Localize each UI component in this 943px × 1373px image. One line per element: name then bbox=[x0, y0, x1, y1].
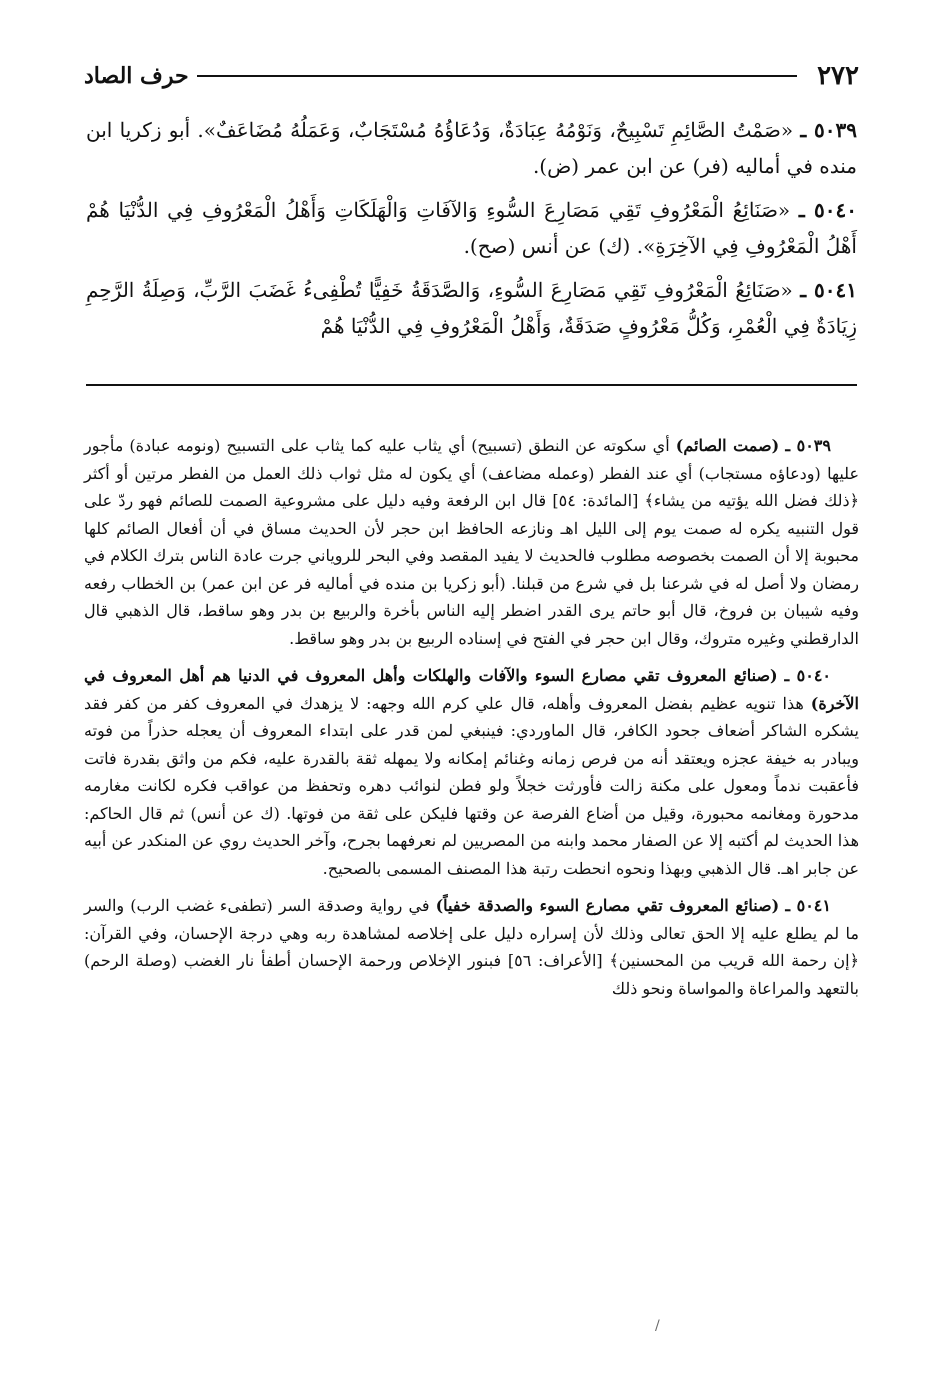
hadith-text: «صَمْتُ الصَّائِمِ تَسْبِيحٌ، وَنَوْمُهُ عِبَادَةٌ، وَدُعَاؤُهُ مُسْتَجَابٌ، وَعَمَلُهُ مُضَاعَفٌ». أبو زكريا ابن منده في أماليه (فر) عن ابن عمر (ض). bbox=[86, 118, 857, 178]
hadith-text-block bbox=[86, 112, 857, 352]
hadith-text: «صَنَائِعُ الْمَعْرُوفِ تَقِي مَصَارِعَ السُّوءِ، وَالصَّدَقَةُ خَفِيًّا تُطْفِىءُ غَضَبَ الرَّبِّ، وَصِلَةُ الرَّحِمِ زِيَادَةٌ فِي الْعُمْرِ، وَكُلُّ مَعْرُوفٍ صَدَقَةٌ، وَأَهْلُ الْمَعْرُوفِ فِي الدُّنْيَا هُمْ bbox=[86, 278, 857, 338]
commentary-text: أي سكوته عن النطق (تسبيح) أي يثاب عليه كما يثاب على التسبيح (ونومه عبادة) مأجور عليها (ودعاؤه مستجاب) أي عند الفطر (وعمله مضاعف) أي يكون له مثل ثواب ذلك العمل من الفطر مرتين أو أكثر ﴿ذلك فضل الله يؤتيه من يشاء﴾ [المائدة: ٥٤] قال ابن الرفعة وفيه دليل على مشروعية الصمت للصائم فهو ردّ على قول التنبيه يكره له صمت يوم إلى الليل اهـ ونازعه الحافظ ابن حجر لأن الحديث مساق في أن أفعال الصائم كلها محبوبة إلا أن الصمت بخصوصه مطلوب فالحديث لا يفيد المقصد وفي البحر للروياني جرت عادة الناس بترك الكلام في رمضان ولا أصل له في شرعنا بل في شرع من قبلنا. (أبو زكريا بن منده في أماليه فر عن ابن عمر) بن الخطاب رفعه وفيه شيبان بن فروخ، قال أبو حاتم يرى القدر اضطر إليه الناس بأخرة والربيع بن بدر وهو ساقط، قال الذهبي قال الدارقطني وغيره متروك، وقال ابن حجر في الفتح في إسناده الربيع بن بدر وهو ساقط. bbox=[84, 436, 859, 648]
page-number: ٢٧٢ bbox=[817, 61, 859, 91]
commentary-entry bbox=[84, 662, 859, 882]
commentary-lead: (صمت الصائم) bbox=[675, 436, 780, 455]
stray-mark: / bbox=[655, 1318, 660, 1334]
commentary-entry bbox=[84, 892, 859, 1002]
hadith-number: ٥٠٤٠ ـ bbox=[798, 198, 858, 222]
commentary-entry bbox=[84, 432, 859, 652]
hadith-entry bbox=[86, 112, 857, 184]
commentary-number: ٥٠٤١ ـ bbox=[785, 896, 831, 915]
commentary-text: في رواية وصدقة السر (تطفىء غضب الرب) والسر ما لم يطلع عليه إلا الحق تعالى وذلك لأن إسراره دليل على إخلاصه لمشاهدة ربه وهي درجة الإحسان، وفي القرآن: ﴿إن رحمة الله قريب من المحسنين﴾ [الأعراف: ٥٦] فبنور الإخلاص ورحمة الإحسان أطفأ نار الغضب (وصلة الرحم) بالتعهد والمراعاة والمواساة ونحو ذلك bbox=[84, 896, 859, 998]
hadith-entry bbox=[86, 272, 857, 344]
commentary-lead: (صنائع المعروف تقي مصارع السوء والصدقة خفياً) bbox=[435, 896, 780, 915]
hadith-number: ٥٠٣٩ ـ bbox=[800, 118, 858, 142]
chapter-title: حرف الصاد bbox=[84, 63, 189, 89]
page-header bbox=[84, 56, 859, 96]
hadith-number: ٥٠٤١ ـ bbox=[800, 278, 858, 302]
commentary-block bbox=[84, 432, 859, 1012]
commentary-lead: (صنائع المعروف تقي مصارع السوء والآفات والهلكات وأهل المعروف في الدنيا هم أهل المعروف في الآخرة) bbox=[84, 666, 859, 713]
section-divider bbox=[86, 384, 857, 386]
hadith-entry bbox=[86, 192, 857, 264]
commentary-number: ٥٠٤٠ ـ bbox=[784, 666, 831, 685]
commentary-text: هذا تنويه عظيم بفضل المعروف وأهله، قال علي كرم الله وجهه: لا يزهدك في المعروف كفر من كفر فقد يشكره الشاكر أضعاف جحود الكافر، قال الماوردي: فينبغي لمن قدر على ابتداء المعروف أن يعجله حذراً من فوته ويبادر به خيفة عجزه ويعتقد أنه من فرص زمانه وغنائم إمكانه ولا يمهله ثقة بالقدرة عليه، فكم من واثق بقدرة فاتت فأعقبت ندماً ومعول على مكنة زالت فأورثت خجلاً ولو فطن لنوائب دهره وتحفظ من عواقب فكره لكانت مغارمه مدحورة ومغانمه محبورة، وقيل من أضاع الفرصة عن وقتها فليكن على ثقة من فوتها. (ك عن أنس) ثم قال الحاكم: هذا الحديث لم أكتبه إلا عن الصفار محمد وابنه من المصريين لم نعرفهما بجرح، وآخر الحديث روي عن المنكدر عن أبيه عن جابر اهـ. قال الذهبي وبهذا ونحوه انحطت رتبة هذا المصنف المسمى بالصحيح. bbox=[84, 693, 860, 878]
commentary-number: ٥٠٣٩ ـ bbox=[785, 436, 831, 455]
header-rule bbox=[197, 75, 797, 77]
hadith-text: «صَنَائِعُ الْمَعْرُوفِ تَقِي مَصَارِعَ السُّوءِ وَالآفَاتِ وَالْهَلَكَاتِ وَأَهْلُ الْمَعْرُوفِ فِي الدُّنْيَا هُمْ أَهْلُ الْمَعْرُوفِ فِي الآخِرَةِ». (ك) عن أنس (صح). bbox=[86, 198, 857, 258]
